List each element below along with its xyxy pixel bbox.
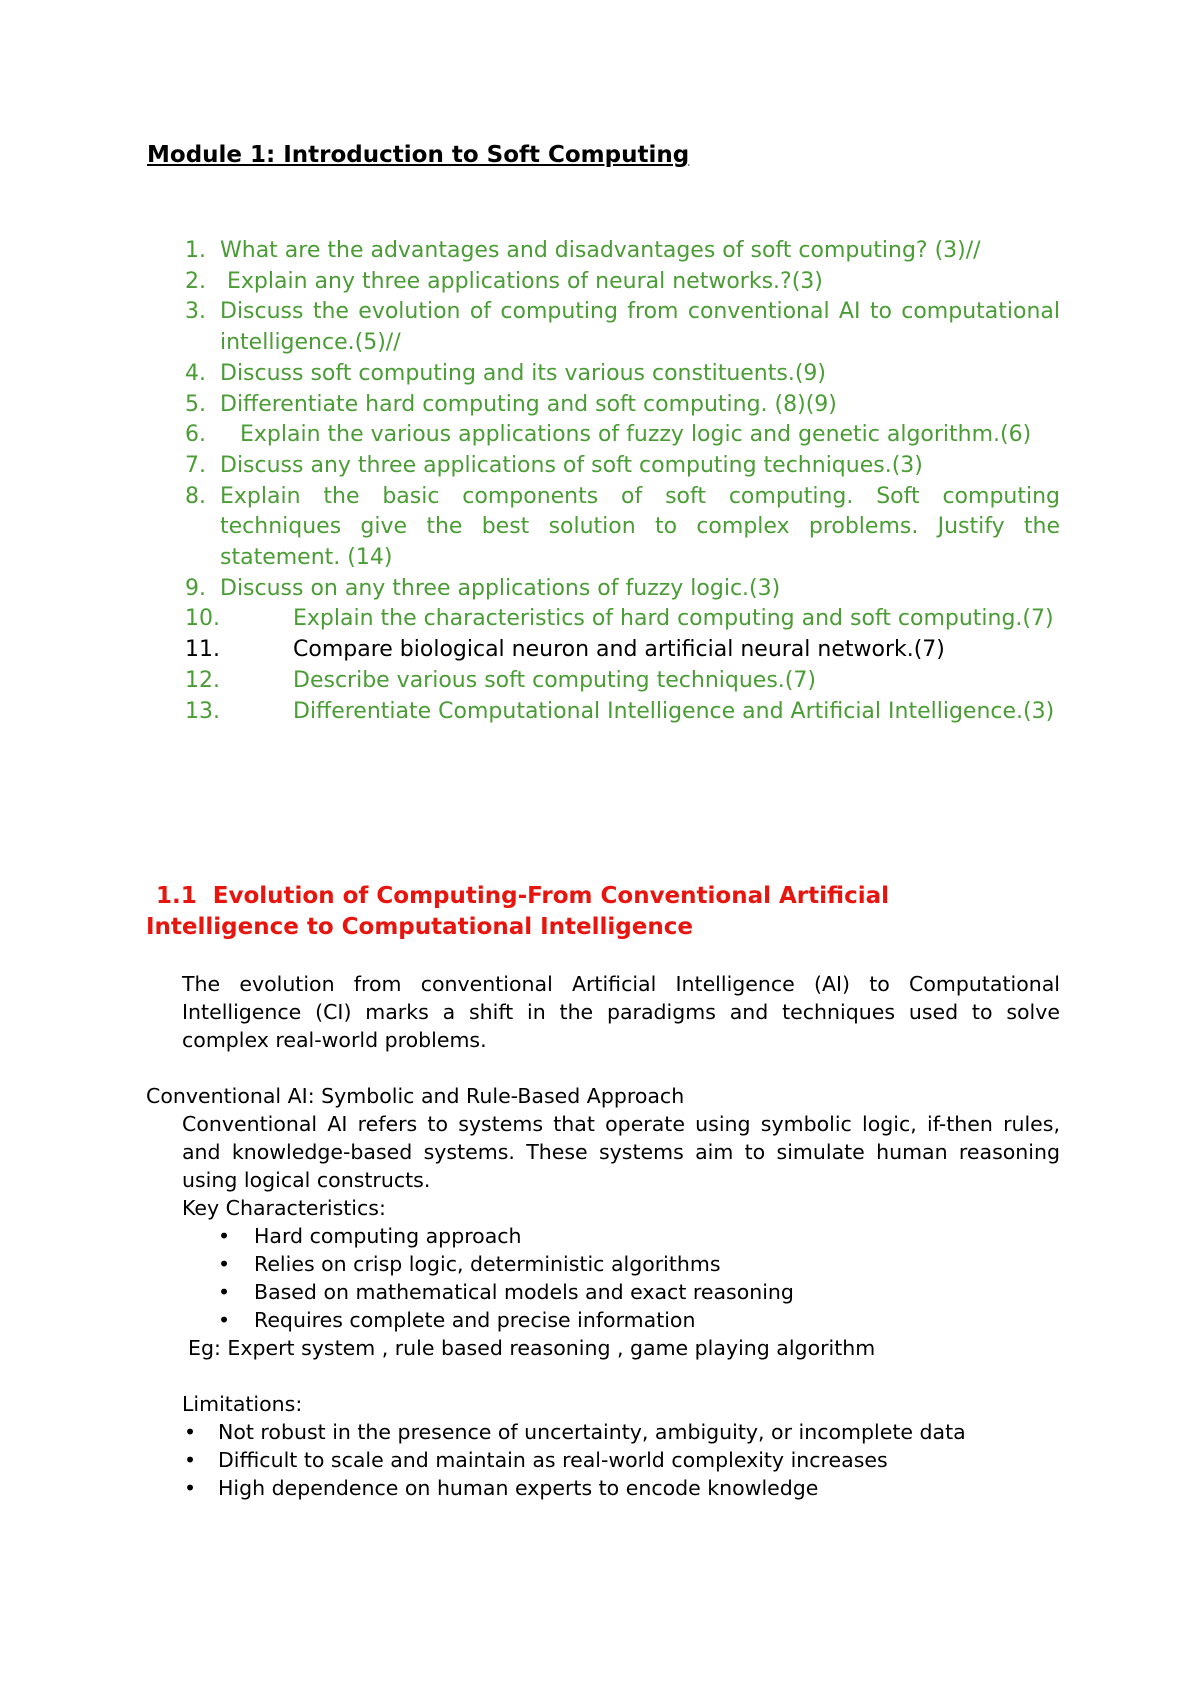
question-item [0, 666, 1060, 697]
list-item [0, 1278, 1200, 1306]
module-title: Module 1: Introduction to Soft Computing [147, 142, 690, 168]
question-text: Describe various soft computing techniques.(7) [293, 667, 816, 693]
question-text: Discuss the evolution of computing from conventional AI to computational intelligence.(5)// [220, 299, 1060, 356]
question-number: 7. [185, 452, 206, 478]
list-item-text: Difficult to scale and maintain as real-world complexity increases [218, 1448, 888, 1472]
question-text: Compare biological neuron and artificial neural network.(7) [293, 637, 945, 663]
question-item [0, 267, 1060, 298]
list-item-text: Hard computing approach [254, 1224, 522, 1248]
question-text: Explain the characteristics of hard computing and soft computing.(7) [293, 606, 1054, 632]
question-text: Differentiate hard computing and soft computing. (8)(9) [220, 391, 837, 417]
section-heading [146, 881, 1046, 943]
question-item [0, 482, 1060, 574]
question-item [0, 635, 1060, 666]
question-number: 4. [185, 360, 206, 386]
bullet-icon: • [184, 1420, 197, 1444]
question-number: 13. [185, 698, 220, 724]
question-text: Explain any three applications of neural networks.?(3) [227, 268, 823, 294]
question-item [0, 236, 1060, 267]
question-number: 6. [185, 422, 206, 448]
question-number: 12. [185, 667, 220, 693]
question-item [0, 451, 1060, 482]
bullet-icon: • [218, 1252, 231, 1276]
question-text: Explain the basic components of soft computing. Soft computing techniques give the best solution to complex problems. Justify the statement. (14) [220, 483, 1060, 571]
list-item [0, 1222, 1200, 1250]
question-item [0, 697, 1060, 728]
conventional-ai-heading: Conventional AI: Symbolic and Rule-Based Approach [146, 1084, 685, 1108]
list-item [0, 1250, 1200, 1278]
question-text: Discuss soft computing and its various constituents.(9) [220, 360, 826, 386]
list-item-text: High dependence on human experts to encode knowledge [218, 1476, 819, 1500]
list-item [0, 1446, 1200, 1474]
question-number: 5. [185, 391, 206, 417]
question-text: Discuss any three applications of soft computing techniques.(3) [220, 452, 923, 478]
list-item [0, 1306, 1200, 1334]
question-item [0, 390, 1060, 421]
question-number: 10. [185, 606, 220, 632]
list-item [0, 1418, 1200, 1446]
question-text: Discuss on any three applications of fuzzy logic.(3) [220, 575, 781, 601]
question-text: Differentiate Computational Intelligence and Artificial Intelligence.(3) [293, 698, 1055, 724]
bullet-icon: • [218, 1224, 231, 1248]
list-item-text: Requires complete and precise information [254, 1308, 696, 1332]
question-item [0, 297, 1060, 358]
list-item-text: Relies on crisp logic, deterministic algorithms [254, 1252, 721, 1276]
section-title: Evolution of Computing-From Conventional Artificial Intelligence to Computational Intelligence [146, 883, 889, 940]
section-number: 1.1 [156, 883, 197, 909]
example-line: Eg: Expert system , rule based reasoning , game playing algorithm [188, 1336, 876, 1360]
question-number: 3. [185, 299, 206, 325]
question-number: 8. [185, 483, 206, 509]
question-number: 9. [185, 575, 206, 601]
question-list [0, 236, 1200, 727]
question-text: Explain the various applications of fuzzy logic and genetic algorithm.(6) [240, 422, 1032, 448]
question-text: What are the advantages and disadvantages of soft computing? (3)// [220, 238, 981, 263]
conventional-ai-description: Conventional AI refers to systems that operate using symbolic logic, if-then rules, and knowledge-based systems. These systems aim to simulate human reasoning using logical constructs. [182, 1112, 1060, 1192]
bullet-icon: • [184, 1448, 197, 1472]
limitations-list [0, 1418, 1200, 1502]
question-number: 2. [185, 268, 206, 294]
question-number: 1. [185, 238, 206, 263]
question-item [0, 574, 1060, 605]
limitations-label: Limitations: [182, 1392, 303, 1416]
list-item [0, 1474, 1200, 1502]
question-item [0, 604, 1060, 635]
key-characteristics-label: Key Characteristics: [182, 1196, 386, 1220]
question-item [0, 420, 1060, 451]
question-number: 11. [185, 637, 220, 663]
bullet-icon: • [184, 1476, 197, 1500]
bullet-icon: • [218, 1280, 231, 1304]
intro-paragraph: The evolution from conventional Artificial Intelligence (AI) to Computational Intelligence (CI) marks a shift in the paradigms and techniques used to solve complex real-world problems. [182, 972, 1060, 1052]
characteristics-list [0, 1222, 1200, 1334]
question-item [0, 359, 1060, 390]
list-item-text: Based on mathematical models and exact reasoning [254, 1280, 794, 1304]
list-item-text: Not robust in the presence of uncertainty, ambiguity, or incomplete data [218, 1420, 966, 1444]
bullet-icon: • [218, 1308, 231, 1332]
